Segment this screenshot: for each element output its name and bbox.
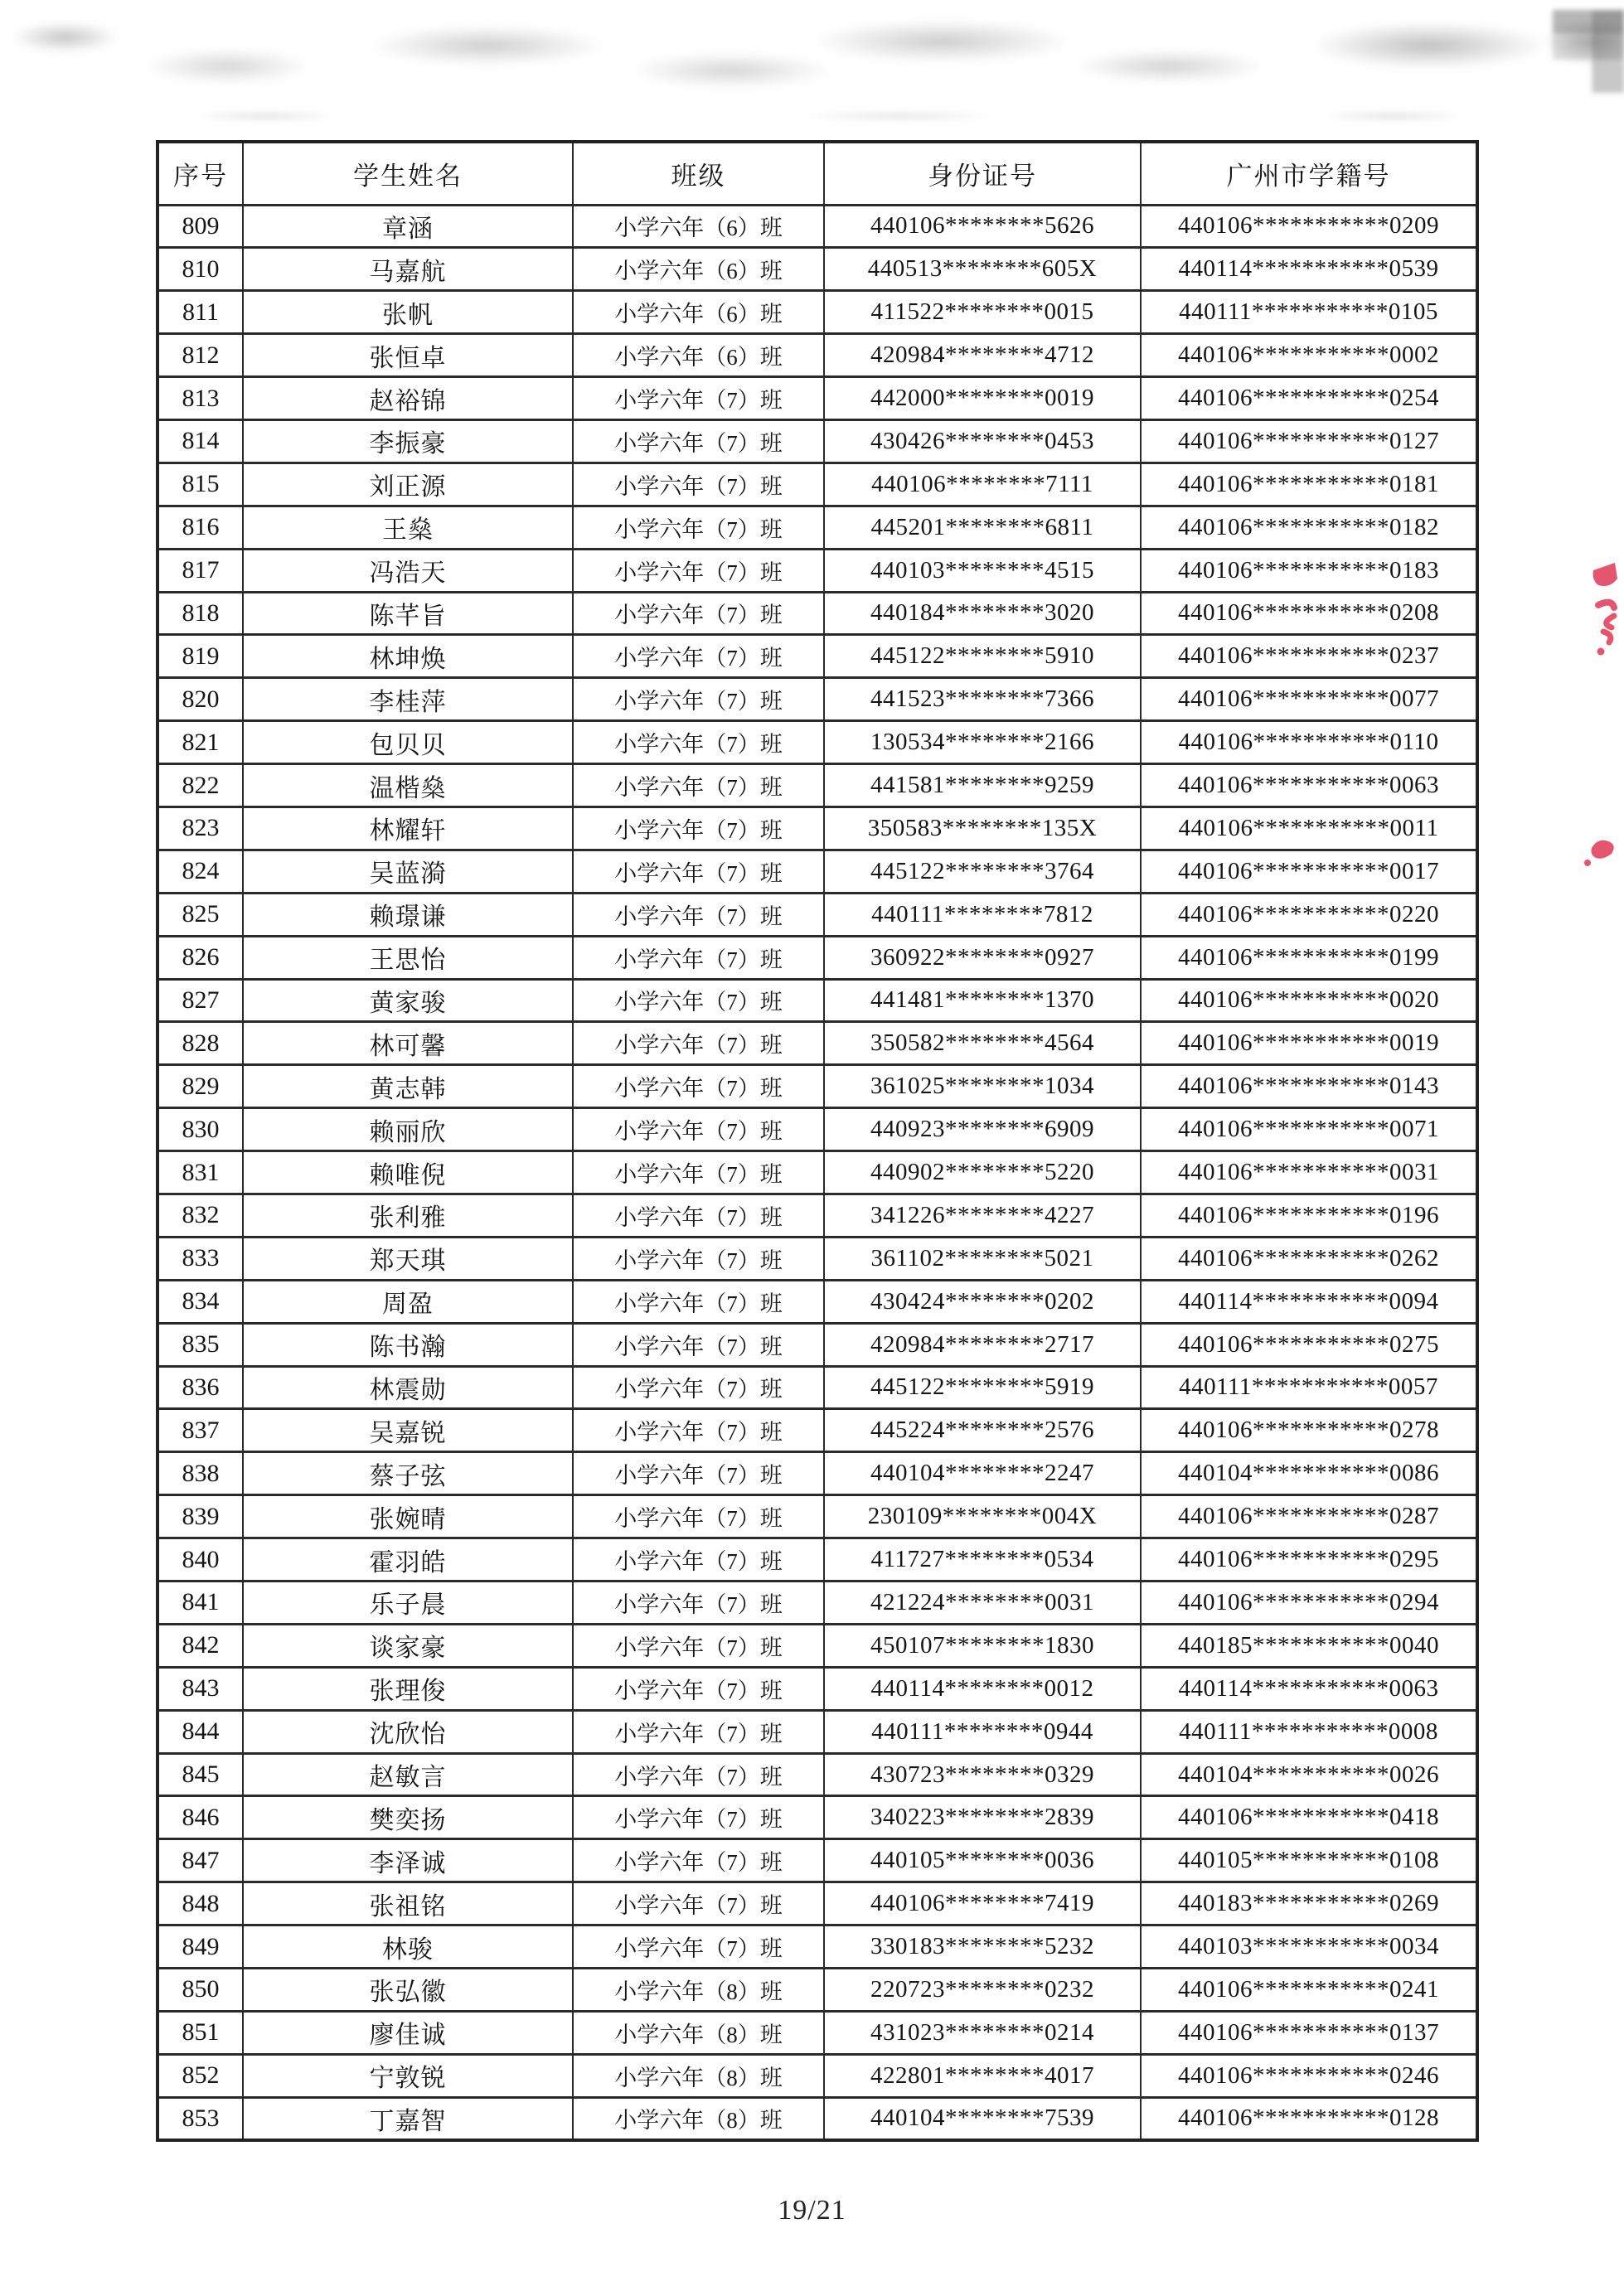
student-reg-number-cell: 440106***********0019: [1141, 1022, 1477, 1065]
student-name-cell: 林震勋: [243, 1366, 573, 1409]
id-number-cell: 411522********0015: [824, 291, 1141, 334]
id-number-cell: 340223********2839: [824, 1796, 1141, 1839]
serial-cell: 840: [158, 1538, 243, 1582]
serial-cell: 849: [158, 1925, 243, 1969]
student-name-cell: 周盈: [243, 1280, 573, 1323]
table-row: [158, 377, 1477, 420]
serial-cell: 810: [158, 248, 243, 291]
id-number-cell: 440105********0036: [824, 1839, 1141, 1882]
table-row: [158, 2011, 1477, 2054]
class-cell: 小学六年（7）班: [573, 506, 824, 549]
serial-cell: 847: [158, 1839, 243, 1882]
table-row: [158, 635, 1477, 678]
student-reg-number-cell: 440111***********0057: [1141, 1366, 1477, 1409]
id-number-cell: 430723********0329: [824, 1753, 1141, 1796]
class-cell: 小学六年（6）班: [573, 248, 824, 291]
table-row: [158, 979, 1477, 1022]
table-row: [158, 248, 1477, 291]
student-name-cell: 章涵: [243, 205, 573, 248]
student-name-cell: 陈芊旨: [243, 592, 573, 635]
serial-cell: 827: [158, 979, 243, 1022]
student-name-cell: 蔡子弦: [243, 1452, 573, 1495]
serial-cell: 836: [158, 1366, 243, 1409]
class-cell: 小学六年（7）班: [573, 1925, 824, 1969]
class-cell: 小学六年（7）班: [573, 1323, 824, 1366]
student-name-cell: 谈家豪: [243, 1624, 573, 1667]
class-cell: 小学六年（7）班: [573, 1237, 824, 1280]
table-row: [158, 1366, 1477, 1409]
student-name-cell: 林骏: [243, 1925, 573, 1969]
table-row: [158, 1452, 1477, 1495]
serial-cell: 818: [158, 592, 243, 635]
table-row: [158, 1065, 1477, 1108]
serial-cell: 843: [158, 1667, 243, 1710]
student-reg-number-cell: 440106***********0017: [1141, 850, 1477, 893]
student-name-cell: 宁敦锐: [243, 2054, 573, 2097]
table-row: [158, 1925, 1477, 1969]
class-cell: 小学六年（7）班: [573, 721, 824, 764]
id-number-cell: 130534********2166: [824, 721, 1141, 764]
class-cell: 小学六年（6）班: [573, 334, 824, 377]
serial-cell: 841: [158, 1582, 243, 1625]
id-number-cell: 440902********5220: [824, 1151, 1141, 1194]
serial-cell: 853: [158, 2097, 243, 2140]
class-cell: 小学六年（8）班: [573, 2011, 824, 2054]
id-number-cell: 445201********6811: [824, 506, 1141, 549]
table-row: [158, 1582, 1477, 1625]
serial-cell: 848: [158, 1882, 243, 1925]
student-name-cell: 樊奕扬: [243, 1796, 573, 1839]
class-cell: 小学六年（7）班: [573, 377, 824, 420]
student-reg-number-cell: 440106***********0275: [1141, 1323, 1477, 1366]
student-name-cell: 黄志韩: [243, 1065, 573, 1108]
student-reg-number-cell: 440106***********0031: [1141, 1151, 1477, 1194]
student-reg-number-cell: 440106***********0011: [1141, 807, 1477, 850]
student-name-cell: 张祖铭: [243, 1882, 573, 1925]
student-name-cell: 赖璟谦: [243, 893, 573, 936]
class-cell: 小学六年（7）班: [573, 850, 824, 893]
table-row: [158, 2054, 1477, 2097]
class-cell: 小学六年（7）班: [573, 1796, 824, 1839]
student-name-cell: 林可馨: [243, 1022, 573, 1065]
column-header: 学生姓名: [243, 142, 573, 205]
table-row: [158, 1022, 1477, 1065]
table-row: [158, 592, 1477, 635]
student-name-cell: 赵裕锦: [243, 377, 573, 420]
student-reg-number-cell: 440106***********0209: [1141, 205, 1477, 248]
table-body: [158, 205, 1477, 2140]
student-reg-number-cell: 440106***********0208: [1141, 592, 1477, 635]
table-row: [158, 1710, 1477, 1753]
id-number-cell: 441581********9259: [824, 764, 1141, 807]
student-roster-table: [156, 140, 1479, 2142]
table-row: [158, 893, 1477, 936]
serial-cell: 850: [158, 1969, 243, 2012]
id-number-cell: 450107********1830: [824, 1624, 1141, 1667]
table-row: [158, 1280, 1477, 1323]
student-reg-number-cell: 440106***********0137: [1141, 2011, 1477, 2054]
class-cell: 小学六年（7）班: [573, 1280, 824, 1323]
serial-cell: 829: [158, 1065, 243, 1108]
class-cell: 小学六年（7）班: [573, 635, 824, 678]
table-row: [158, 1839, 1477, 1882]
class-cell: 小学六年（6）班: [573, 291, 824, 334]
class-cell: 小学六年（7）班: [573, 419, 824, 463]
student-name-cell: 廖佳诚: [243, 2011, 573, 2054]
scan-noise-artifact: [0, 8, 1624, 91]
serial-cell: 813: [158, 377, 243, 420]
student-name-cell: 沈欣怡: [243, 1710, 573, 1753]
student-name-cell: 王思怡: [243, 936, 573, 979]
id-number-cell: 440106********5626: [824, 205, 1141, 248]
table-row: [158, 205, 1477, 248]
class-cell: 小学六年（7）班: [573, 1582, 824, 1625]
student-reg-number-cell: 440106***********0127: [1141, 419, 1477, 463]
student-reg-number-cell: 440111***********0008: [1141, 1710, 1477, 1753]
class-cell: 小学六年（7）班: [573, 979, 824, 1022]
serial-cell: 819: [158, 635, 243, 678]
column-header: 班级: [573, 142, 824, 205]
student-reg-number-cell: 440183***********0269: [1141, 1882, 1477, 1925]
class-cell: 小学六年（7）班: [573, 807, 824, 850]
serial-cell: 811: [158, 291, 243, 334]
student-reg-number-cell: 440103***********0034: [1141, 1925, 1477, 1969]
id-number-cell: 220723********0232: [824, 1969, 1141, 2012]
id-number-cell: 361025********1034: [824, 1065, 1141, 1108]
serial-cell: 833: [158, 1237, 243, 1280]
class-cell: 小学六年（7）班: [573, 1065, 824, 1108]
class-cell: 小学六年（7）班: [573, 1753, 824, 1796]
table-row: [158, 1624, 1477, 1667]
class-cell: 小学六年（7）班: [573, 678, 824, 721]
class-cell: 小学六年（7）班: [573, 764, 824, 807]
student-reg-number-cell: 440106***********0294: [1141, 1582, 1477, 1625]
serial-cell: 812: [158, 334, 243, 377]
serial-cell: 825: [158, 893, 243, 936]
student-name-cell: 吴嘉锐: [243, 1409, 573, 1452]
table-row: [158, 1194, 1477, 1237]
id-number-cell: 411727********0534: [824, 1538, 1141, 1582]
serial-cell: 817: [158, 549, 243, 592]
id-number-cell: 440103********4515: [824, 549, 1141, 592]
student-name-cell: 乐子晨: [243, 1582, 573, 1625]
student-name-cell: 丁嘉智: [243, 2097, 573, 2140]
class-cell: 小学六年（7）班: [573, 1151, 824, 1194]
id-number-cell: 445122********3764: [824, 850, 1141, 893]
student-reg-number-cell: 440106***********0418: [1141, 1796, 1477, 1839]
student-name-cell: 张利雅: [243, 1194, 573, 1237]
serial-cell: 831: [158, 1151, 243, 1194]
serial-cell: 814: [158, 419, 243, 463]
student-reg-number-cell: 440106***********0181: [1141, 463, 1477, 506]
table-row: [158, 463, 1477, 506]
serial-cell: 809: [158, 205, 243, 248]
id-number-cell: 442000********0019: [824, 377, 1141, 420]
id-number-cell: 421224********0031: [824, 1582, 1141, 1625]
id-number-cell: 440104********2247: [824, 1452, 1141, 1495]
table-row: [158, 764, 1477, 807]
student-reg-number-cell: 440106***********0287: [1141, 1495, 1477, 1538]
id-number-cell: 445224********2576: [824, 1409, 1141, 1452]
serial-cell: 846: [158, 1796, 243, 1839]
student-reg-number-cell: 440106***********0143: [1141, 1065, 1477, 1108]
class-cell: 小学六年（8）班: [573, 1969, 824, 2012]
student-name-cell: 林坤焕: [243, 635, 573, 678]
table-row: [158, 506, 1477, 549]
serial-cell: 835: [158, 1323, 243, 1366]
student-reg-number-cell: 440106***********0254: [1141, 377, 1477, 420]
id-number-cell: 330183********5232: [824, 1925, 1141, 1969]
serial-cell: 845: [158, 1753, 243, 1796]
serial-cell: 844: [158, 1710, 243, 1753]
student-reg-number-cell: 440106***********0020: [1141, 979, 1477, 1022]
student-reg-number-cell: 440105***********0108: [1141, 1839, 1477, 1882]
class-cell: 小学六年（7）班: [573, 1194, 824, 1237]
scan-corner-smudge: [1553, 10, 1624, 93]
student-reg-number-cell: 440106***********0196: [1141, 1194, 1477, 1237]
id-number-cell: 420984********4712: [824, 334, 1141, 377]
table-row: [158, 1237, 1477, 1280]
student-name-cell: 赖丽欣: [243, 1108, 573, 1151]
id-number-cell: 230109********004X: [824, 1495, 1141, 1538]
serial-cell: 823: [158, 807, 243, 850]
red-stamp-fragment-icon: [1573, 545, 1623, 670]
scan-noise-artifact: [124, 99, 1534, 133]
id-number-cell: 440114********0012: [824, 1667, 1141, 1710]
table-row: [158, 936, 1477, 979]
class-cell: 小学六年（7）班: [573, 1538, 824, 1582]
student-name-cell: 张帆: [243, 291, 573, 334]
student-reg-number-cell: 440106***********0002: [1141, 334, 1477, 377]
table-row: [158, 1538, 1477, 1582]
table-row: [158, 850, 1477, 893]
student-name-cell: 李振豪: [243, 419, 573, 463]
student-name-cell: 林耀轩: [243, 807, 573, 850]
student-reg-number-cell: 440106***********0246: [1141, 2054, 1477, 2097]
column-header: 广州市学籍号: [1141, 142, 1477, 205]
class-cell: 小学六年（7）班: [573, 1495, 824, 1538]
serial-cell: 815: [158, 463, 243, 506]
student-reg-number-cell: 440106***********0128: [1141, 2097, 1477, 2140]
id-number-cell: 360922********0927: [824, 936, 1141, 979]
serial-cell: 834: [158, 1280, 243, 1323]
id-number-cell: 361102********5021: [824, 1237, 1141, 1280]
table-row: [158, 721, 1477, 764]
student-reg-number-cell: 440106***********0183: [1141, 549, 1477, 592]
serial-cell: 822: [158, 764, 243, 807]
red-stamp-fragment-icon: [1580, 833, 1623, 876]
class-cell: 小学六年（7）班: [573, 893, 824, 936]
table-row: [158, 1667, 1477, 1710]
id-number-cell: 350583********135X: [824, 807, 1141, 850]
table-row: [158, 678, 1477, 721]
column-header: 序号: [158, 142, 243, 205]
class-cell: 小学六年（7）班: [573, 936, 824, 979]
student-name-cell: 王燊: [243, 506, 573, 549]
class-cell: 小学六年（7）班: [573, 1839, 824, 1882]
student-name-cell: 赵敏言: [243, 1753, 573, 1796]
serial-cell: 824: [158, 850, 243, 893]
table-row: [158, 1969, 1477, 2012]
table-header-row: [158, 142, 1477, 205]
student-reg-number-cell: 440104***********0026: [1141, 1753, 1477, 1796]
column-header: 身份证号: [824, 142, 1141, 205]
student-name-cell: 李桂萍: [243, 678, 573, 721]
student-reg-number-cell: 440106***********0262: [1141, 1237, 1477, 1280]
serial-cell: 832: [158, 1194, 243, 1237]
class-cell: 小学六年（7）班: [573, 549, 824, 592]
student-reg-number-cell: 440185***********0040: [1141, 1624, 1477, 1667]
student-reg-number-cell: 440106***********0295: [1141, 1538, 1477, 1582]
student-name-cell: 张恒卓: [243, 334, 573, 377]
student-reg-number-cell: 440106***********0182: [1141, 506, 1477, 549]
student-name-cell: 郑天琪: [243, 1237, 573, 1280]
table-row: [158, 549, 1477, 592]
student-name-cell: 包贝贝: [243, 721, 573, 764]
student-name-cell: 李泽诚: [243, 1839, 573, 1882]
id-number-cell: 420984********2717: [824, 1323, 1141, 1366]
class-cell: 小学六年（7）班: [573, 1452, 824, 1495]
student-name-cell: 张弘徽: [243, 1969, 573, 2012]
student-reg-number-cell: 440106***********0063: [1141, 764, 1477, 807]
student-name-cell: 张婉晴: [243, 1495, 573, 1538]
serial-cell: 830: [158, 1108, 243, 1151]
student-name-cell: 温楷燊: [243, 764, 573, 807]
serial-cell: 838: [158, 1452, 243, 1495]
class-cell: 小学六年（8）班: [573, 2097, 824, 2140]
id-number-cell: 350582********4564: [824, 1022, 1141, 1065]
class-cell: 小学六年（7）班: [573, 1022, 824, 1065]
table-row: [158, 334, 1477, 377]
student-reg-number-cell: 440114***********0539: [1141, 248, 1477, 291]
student-reg-number-cell: 440111***********0105: [1141, 291, 1477, 334]
student-reg-number-cell: 440106***********0220: [1141, 893, 1477, 936]
student-name-cell: 马嘉航: [243, 248, 573, 291]
student-reg-number-cell: 440106***********0237: [1141, 635, 1477, 678]
id-number-cell: 422801********4017: [824, 2054, 1141, 2097]
id-number-cell: 445122********5910: [824, 635, 1141, 678]
student-reg-number-cell: 440106***********0199: [1141, 936, 1477, 979]
serial-cell: 842: [158, 1624, 243, 1667]
student-name-cell: 刘正源: [243, 463, 573, 506]
id-number-cell: 440923********6909: [824, 1108, 1141, 1151]
table-row: [158, 1882, 1477, 1925]
id-number-cell: 440184********3020: [824, 592, 1141, 635]
id-number-cell: 430424********0202: [824, 1280, 1141, 1323]
table-row: [158, 1495, 1477, 1538]
student-reg-number-cell: 440106***********0110: [1141, 721, 1477, 764]
student-name-cell: 黄家骏: [243, 979, 573, 1022]
id-number-cell: 440106********7419: [824, 1882, 1141, 1925]
table-row: [158, 1796, 1477, 1839]
id-number-cell: 441523********7366: [824, 678, 1141, 721]
class-cell: 小学六年（8）班: [573, 2054, 824, 2097]
table-row: [158, 807, 1477, 850]
class-cell: 小学六年（7）班: [573, 1710, 824, 1753]
student-reg-number-cell: 440106***********0071: [1141, 1108, 1477, 1151]
serial-cell: 826: [158, 936, 243, 979]
class-cell: 小学六年（7）班: [573, 1667, 824, 1710]
table-row: [158, 1151, 1477, 1194]
serial-cell: 837: [158, 1409, 243, 1452]
table-row: [158, 1108, 1477, 1151]
table-row: [158, 419, 1477, 463]
student-name-cell: 吴蓝漪: [243, 850, 573, 893]
id-number-cell: 445122********5919: [824, 1366, 1141, 1409]
student-reg-number-cell: 440114***********0063: [1141, 1667, 1477, 1710]
id-number-cell: 430426********0453: [824, 419, 1141, 463]
student-reg-number-cell: 440106***********0241: [1141, 1969, 1477, 2012]
page-number: 19/21: [778, 2195, 846, 2226]
class-cell: 小学六年（7）班: [573, 1366, 824, 1409]
student-reg-number-cell: 440106***********0278: [1141, 1409, 1477, 1452]
serial-cell: 839: [158, 1495, 243, 1538]
id-number-cell: 341226********4227: [824, 1194, 1141, 1237]
student-reg-number-cell: 440104***********0086: [1141, 1452, 1477, 1495]
serial-cell: 821: [158, 721, 243, 764]
serial-cell: 851: [158, 2011, 243, 2054]
class-cell: 小学六年（6）班: [573, 205, 824, 248]
table-row: [158, 291, 1477, 334]
table-row: [158, 1753, 1477, 1796]
class-cell: 小学六年（7）班: [573, 1409, 824, 1452]
serial-cell: 828: [158, 1022, 243, 1065]
id-number-cell: 440111********0944: [824, 1710, 1141, 1753]
id-number-cell: 431023********0214: [824, 2011, 1141, 2054]
student-name-cell: 陈书瀚: [243, 1323, 573, 1366]
id-number-cell: 440513********605X: [824, 248, 1141, 291]
id-number-cell: 441481********1370: [824, 979, 1141, 1022]
class-cell: 小学六年（7）班: [573, 1624, 824, 1667]
table-row: [158, 2097, 1477, 2140]
id-number-cell: 440106********7111: [824, 463, 1141, 506]
class-cell: 小学六年（7）班: [573, 1882, 824, 1925]
table-row: [158, 1323, 1477, 1366]
serial-cell: 820: [158, 678, 243, 721]
class-cell: 小学六年（7）班: [573, 463, 824, 506]
class-cell: 小学六年（7）班: [573, 1108, 824, 1151]
student-name-cell: 张理俊: [243, 1667, 573, 1710]
class-cell: 小学六年（7）班: [573, 592, 824, 635]
student-reg-number-cell: 440114***********0094: [1141, 1280, 1477, 1323]
student-name-cell: 冯浩天: [243, 549, 573, 592]
student-reg-number-cell: 440106***********0077: [1141, 678, 1477, 721]
id-number-cell: 440104********7539: [824, 2097, 1141, 2140]
serial-cell: 852: [158, 2054, 243, 2097]
serial-cell: 816: [158, 506, 243, 549]
id-number-cell: 440111********7812: [824, 893, 1141, 936]
student-name-cell: 赖唯倪: [243, 1151, 573, 1194]
student-name-cell: 霍羽皓: [243, 1538, 573, 1582]
table-row: [158, 1409, 1477, 1452]
